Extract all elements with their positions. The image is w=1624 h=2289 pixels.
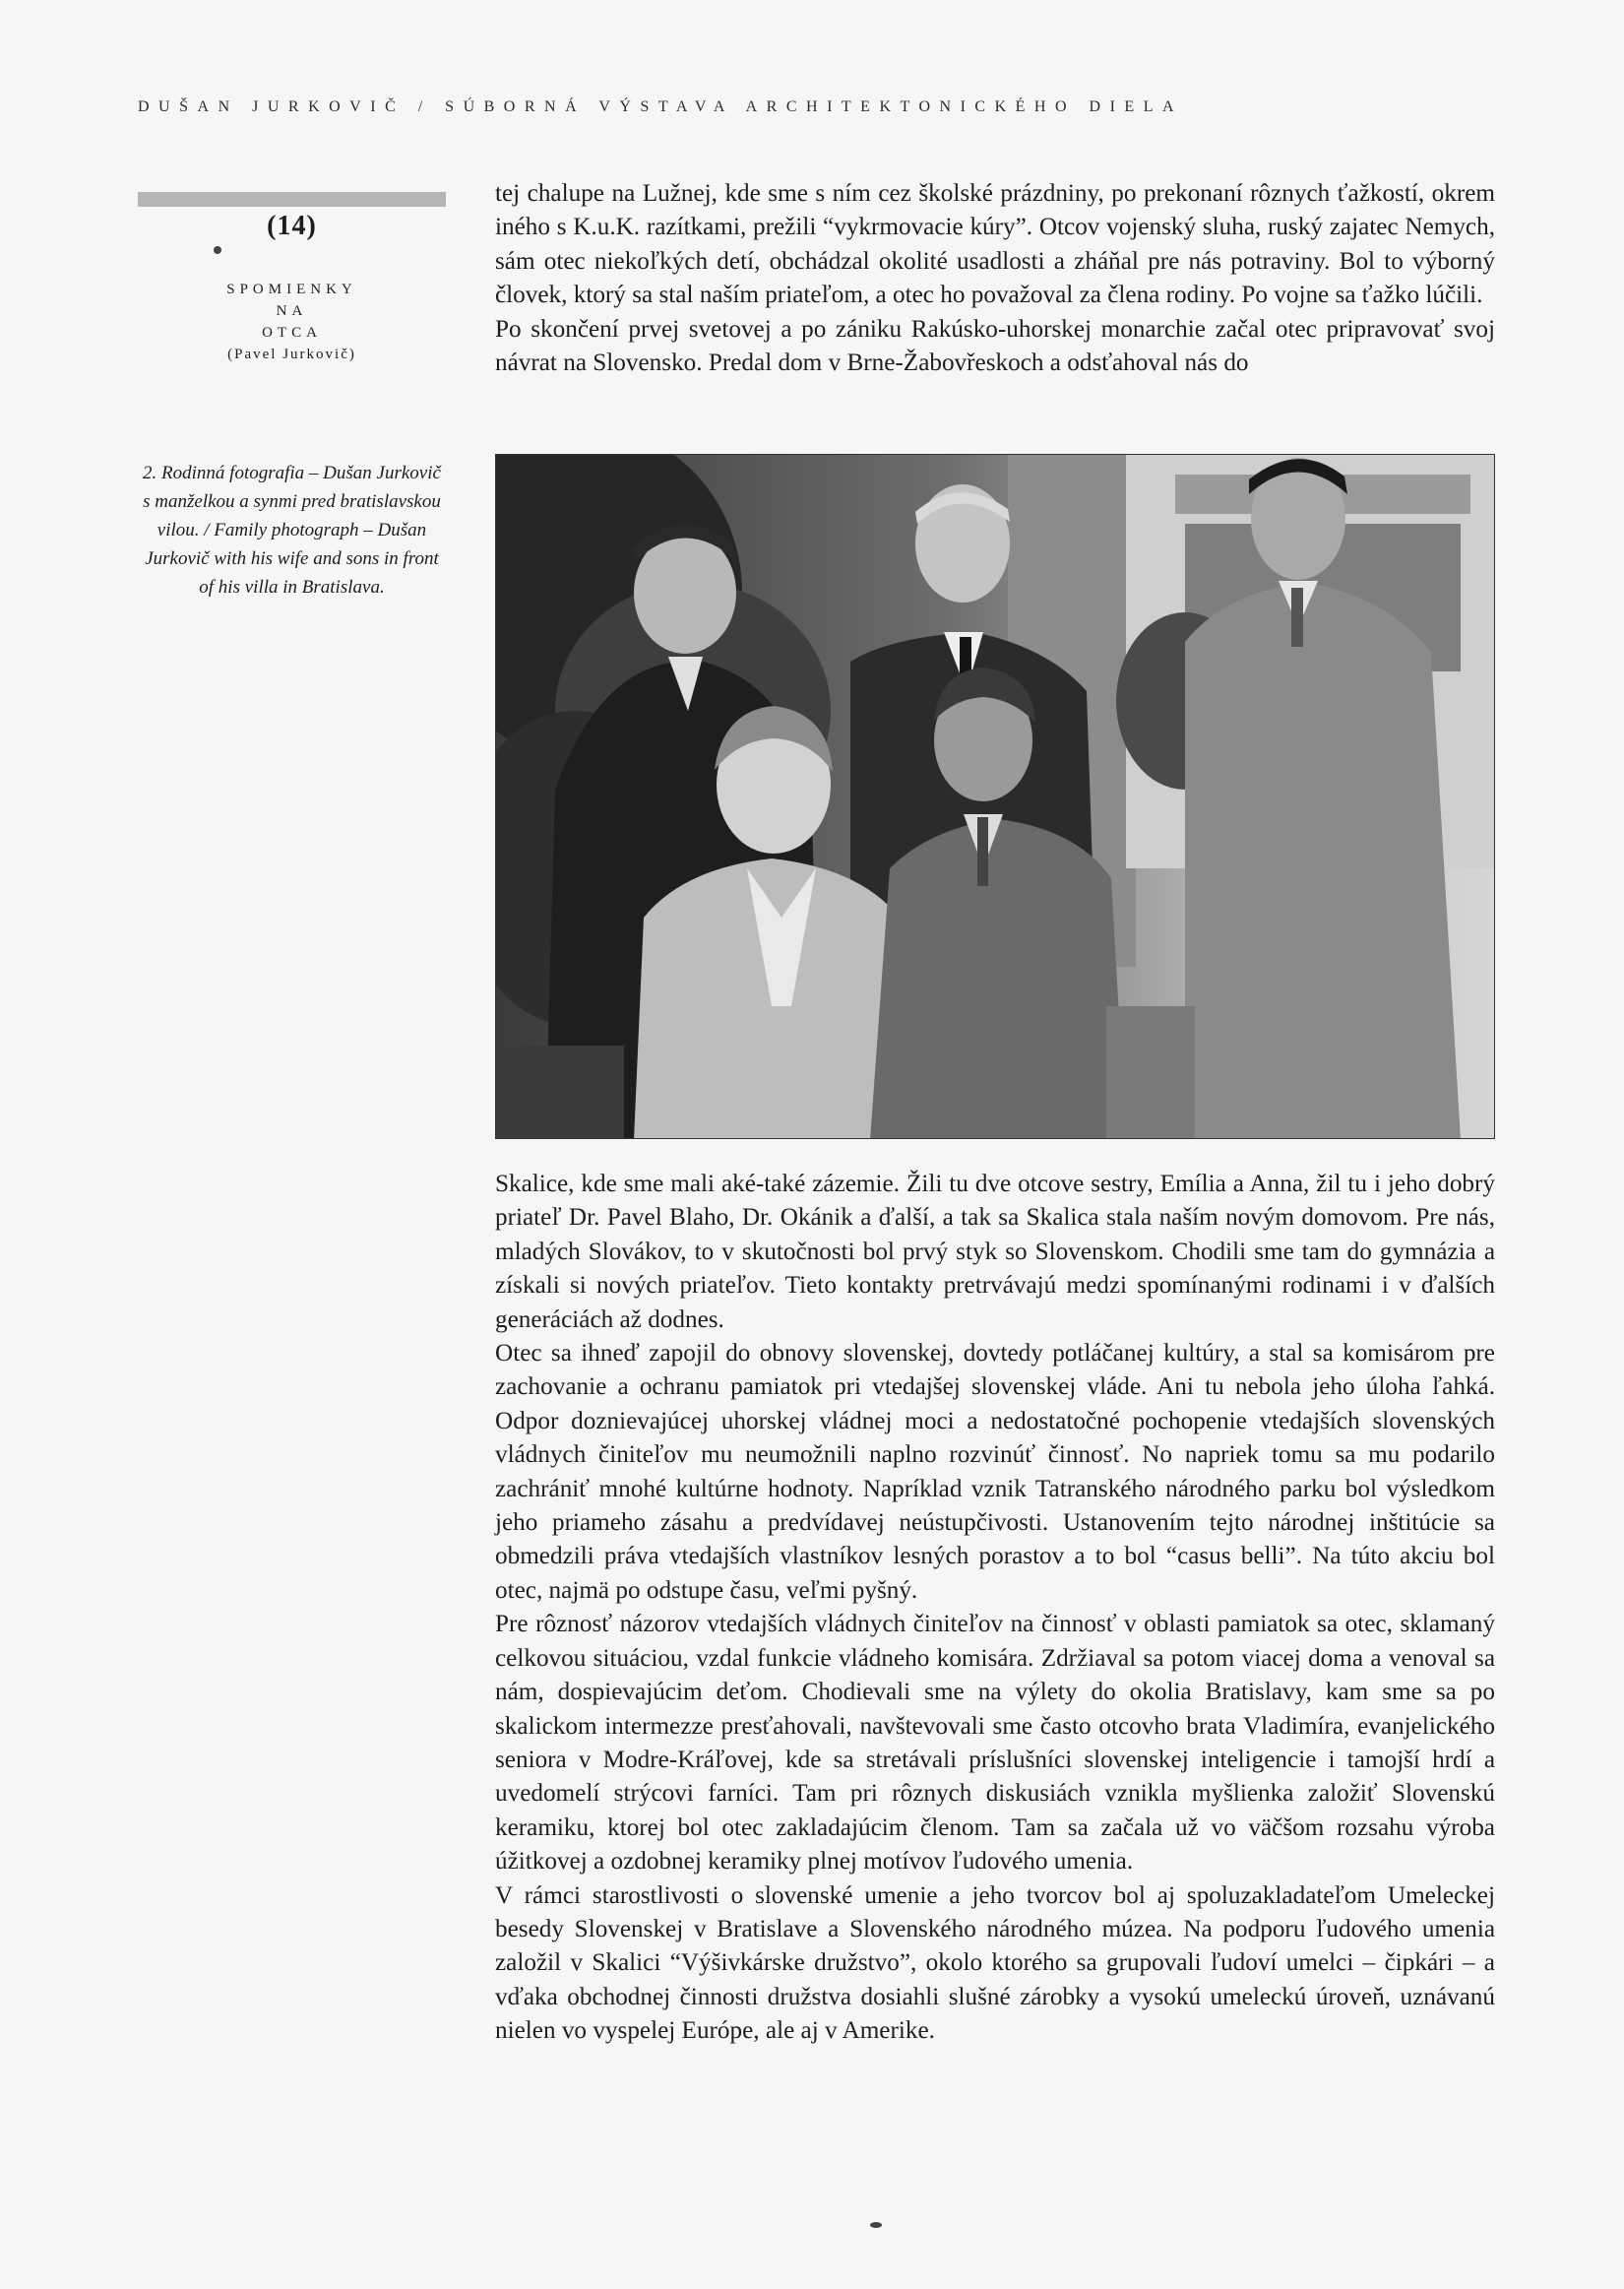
section-author: (Pavel Jurkovič) xyxy=(227,347,356,362)
section-title-line: SPOMIENKY xyxy=(226,282,357,297)
section-title-line: OTCA xyxy=(262,325,322,341)
body-text-bottom xyxy=(495,1168,1495,2049)
paragraph: Otec sa ihneď zapojil do obnovy slovenskej, dovtedy potláčanej kultúry, a stal sa komisárom pre zachovanie a ochranu pamiatok pri vtedajšej slovenskej vláde. Ani tu nebola jeho úloha ľahká. Odpor doznievajúcej uhorskej vládnej moci a nedostatočné pochopenie vtedajších slovenských vládnych činiteľov mu neumožnili naplno rozvinúť činnosť. No napriek tomu sa mu podarilo zachrániť mnohé kultúrne hodnoty. Napríklad vznik Tatranského národného parku bol výsledkom jeho priameho zásahu a predvídavej neústupčivosti. Ustanovením tejto národnej inštitúcie sa obmedzili práva vtedajších vlastníkov lesných porastov a to bol “casus belli”. Na túto akciu bol otec, najmä po odstupe času, veľmi pyšný. xyxy=(495,1340,1495,1604)
running-head: DUŠAN JURKOVIČ / SÚBORNÁ VÝSTAVA ARCHITEKTONICKÉHO DIELA xyxy=(138,98,1184,115)
paragraph: Skalice, kde sme mali aké-také zázemie. Žili tu dve otcove sestry, Emília a Anna, žil tu i jeho dobrý priateľ Dr. Pavel Blaho, Dr. Okánik a ďalší, a tak sa Skalica stala naším novým domovom. Pre nás, mladých Slovákov, to v skutočnosti bol prvý styk so Slovenskom. Chodili sme tam do gymnázia a získali si nových priateľov. Tieto kontakty pretrvávajú medzi spomínanými rodinami i v ďalších generáciách až dodnes. xyxy=(495,1171,1495,1333)
family-photograph xyxy=(495,454,1495,1139)
paragraph: Po skončení prvej svetovej a po zániku Rakúsko-uhorskej monarchie začal otec pripravovať svoj návrat na Slovensko. Predal dom v Brne-Žabovřeskoch a odsťahoval nás do xyxy=(495,315,1495,377)
section-title-line: NA xyxy=(276,303,308,319)
page-mark xyxy=(870,2222,882,2228)
bullet-dot xyxy=(214,246,221,254)
paragraph: tej chalupe na Lužnej, kde sme s ním cez školské prázdniny, po prekonaní rôznych ťažkostí, okrem iného s K.u.K. razítkami, prežili “vykrmovacie kúry”. Otcov vojenský sluha, ruský zajatec Nemych, sám otec niekoľkých detí, obchádzal okolité usadlosti a zháňal pre nás potraviny. Bol to výborný človek, ktorý sa stal naším priateľom, a otec ho považoval za člena rodiny. Po vojne sa ťažko lúčili. xyxy=(495,180,1495,309)
section-number: (14) xyxy=(267,211,317,241)
section-title xyxy=(138,279,446,365)
section-bar xyxy=(138,192,446,207)
body-text-top xyxy=(495,177,1495,380)
paragraph: V rámci starostlivosti o slovenské umenie a jeho tvorcov bol aj spoluzakladateľom Umeleckej besedy Slovenskej v Bratislave a Slovenského národného múzea. Na podporu ľudového umenia založil v Skalici “Výšivkárske družstvo”, okolo ktorého sa grupovali ľudoví umelci – čipkári – a vďaka obchodnej činnosti družstva dosiahli slušné zárobky a vysokú umeleckú úroveň, uznávanú nielen vo vyspelej Európe, ale aj v Amerike. xyxy=(495,1881,1495,2045)
paragraph: Pre rôznosť názorov vtedajších vládnych činiteľov na činnosť v oblasti pamiatok sa otec, sklamaný celkovou situáciou, vzdal funkcie vládneho komisára. Zdržiaval sa potom viacej doma a venoval sa nám, dospievajúcim deťom. Chodievali sme na výlety do okolia Bratislavy, kam sme sa po skalickom intermezze presťahovali, navštevovali sme často otcovho brata Vladimíra, evanjelického seniora v Modre-Kráľovej, kde sa stretávali príslušníci slovenskej inteligencie i tamojší hrdí a uvedomelí strýcovi farníci. Tam pri rôznych diskusiách vznikla myšlienka založiť Slovenskú keramiku, ktorej bol otec zakladajúcim členom. Tam sa začala už vo väčšom rozsahu výroba úžitkovej a ozdobnej keramiky plnej motívov ľudového umenia. xyxy=(495,1611,1495,1876)
photo-caption: 2. Rodinná fotografia – Dušan Jurkovič s manželkou a synmi pred bratislavskou vilou. / Family photograph – Dušan Jurkovič with his wife and sons in front of his villa in Bratislava. xyxy=(143,463,441,598)
photo-image xyxy=(496,455,1495,1139)
